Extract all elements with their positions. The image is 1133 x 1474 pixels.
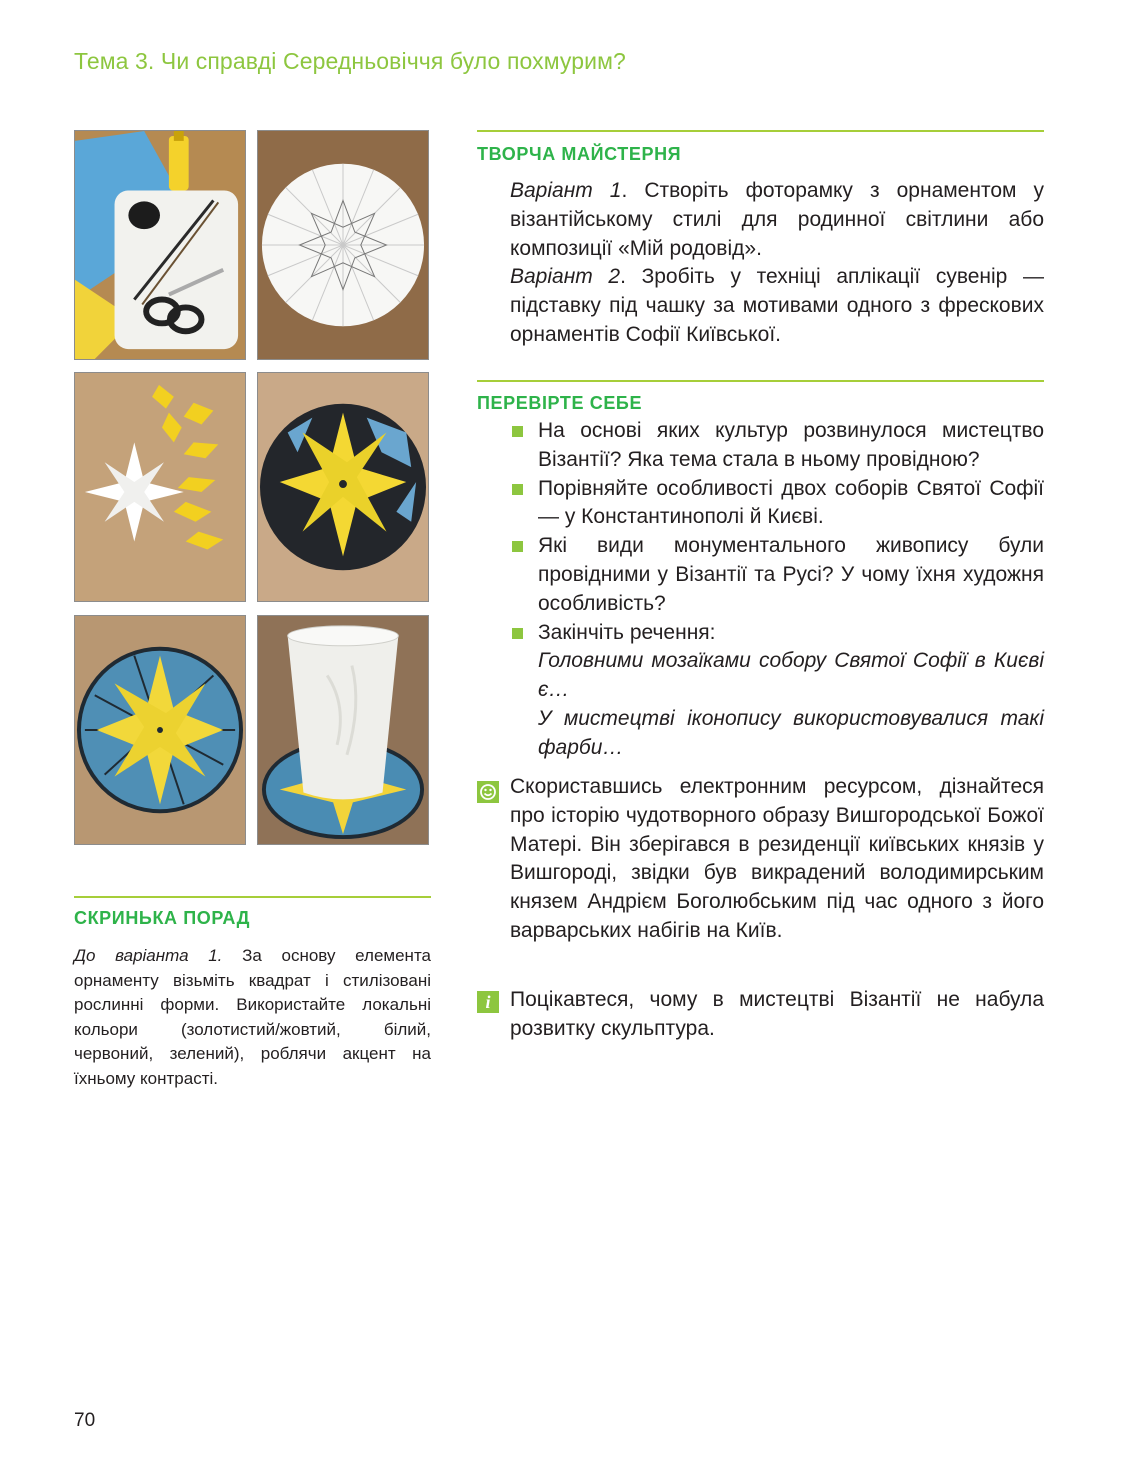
variant2-text: . Зробіть у техніці аплікації сувенір — підставку під чашку за мотивами одного з фрескових орнаментів Софії Київської. xyxy=(510,265,1045,346)
photo-cup-on-coaster xyxy=(257,615,429,845)
page-header: Тема 3. Чи справді Середньовіччя було похмурим? xyxy=(74,48,626,74)
sentence-2: У мистецтві іконопису використовувалися такі фарби… xyxy=(538,706,1044,759)
info-task-text: Поцікавтеся, чому в мистецтві Візантії не набула розвитку скульптура. xyxy=(510,988,1044,1040)
photo-folded-paper xyxy=(257,130,429,360)
sentence-1: Головними мозаїками собору Святої Софії в Києві є… xyxy=(538,649,1044,702)
tips-text: До варіанта 1. За основу елемента орнаменту візьміть квадрат і стилізовані рослинні форми. Використайте локальні кольори (золотистий/жовтий, білий, червоний, зелений), роблячи акцент на їхньому контрасті. xyxy=(74,946,431,1088)
web-task-text: Скориставшись електронним ресурсом, дізнайтеся про історію чудотворного образу Вишгородської Божої Матері. Він зберігався в резиденції київських князів у Вишгороді, звідки був викрадений володимирським князем Андрієм Боголюбським під час одного з його варварських набігів на Київ. xyxy=(510,775,1044,942)
tips-label: До варіанта 1. xyxy=(74,946,223,965)
photo-star-on-disk xyxy=(257,372,429,602)
square-bullet-icon xyxy=(512,484,523,495)
info-icon: i xyxy=(477,991,499,1013)
variant1-label: Варіант 1 xyxy=(510,179,622,202)
section-rule xyxy=(477,380,1044,382)
variant2-label: Варіант 2 xyxy=(510,265,621,289)
smiley-icon xyxy=(477,781,499,803)
tips-title: СКРИНЬКА ПОРАД xyxy=(74,908,251,928)
list-item: Які види монументального живопису були провідними у Візантії та Русі? У чому їхня художня особливість? xyxy=(510,532,1044,618)
list-item: Закінчіть речення: Головними мозаїками собору Святої Софії в Києві є… У мистецтві іконопису використовувалися такі фарби… xyxy=(510,619,1044,763)
check-title: ПЕРЕВІРТЕ СЕБЕ xyxy=(477,393,643,413)
square-bullet-icon xyxy=(512,426,523,437)
list-item: На основі яких культур розвинулося мистецтво Візантії? Яка тема стала в ньому провідною? xyxy=(510,417,1044,475)
question-list xyxy=(510,417,1044,763)
page-number: 70 xyxy=(74,1410,96,1431)
square-bullet-icon xyxy=(512,628,523,639)
creative-title: ТВОРЧА МАЙСТЕРНЯ xyxy=(477,144,682,164)
creative-text xyxy=(510,177,1044,350)
variant1-text: . Створіть фоторамку з орнаментом у візантійському стилі для родинної світлини або композиції «Мій родовід». xyxy=(510,179,1044,260)
photo-paper-star xyxy=(74,372,246,602)
section-rule xyxy=(477,130,1044,132)
list-item: Порівняйте особливості двох соборів Святої Софії — у Константинополі й Києві. xyxy=(510,475,1044,533)
square-bullet-icon xyxy=(512,541,523,552)
photo-materials xyxy=(74,130,246,360)
photo-mosaic-coaster xyxy=(74,615,246,845)
section-rule xyxy=(74,896,431,898)
